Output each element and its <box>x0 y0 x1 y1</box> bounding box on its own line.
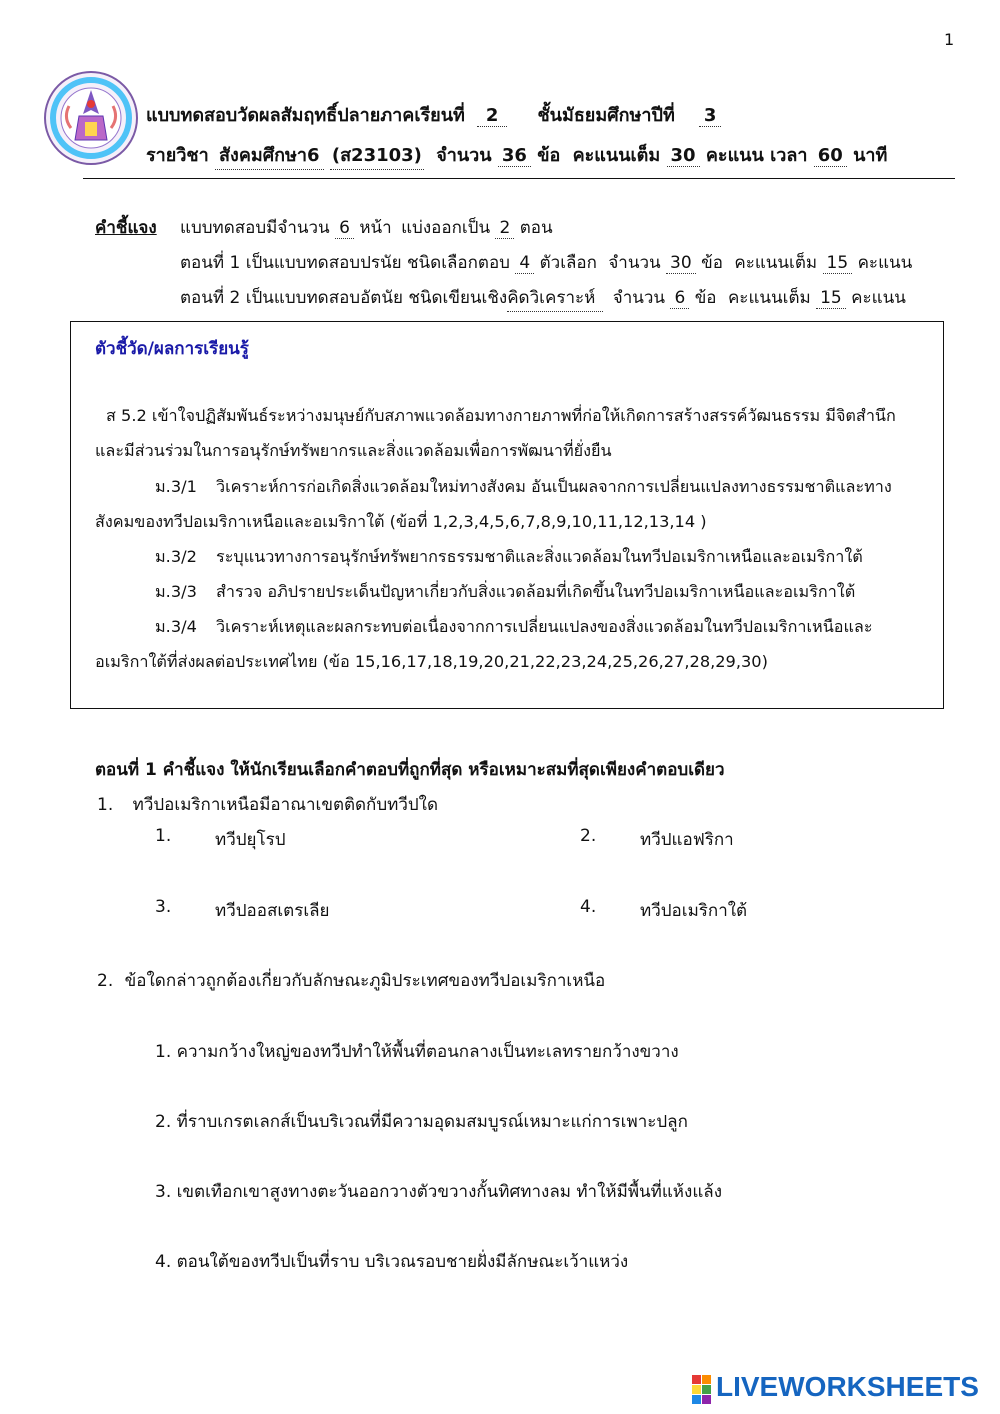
part2-type: คิดวิเคราะห์ <box>507 284 603 312</box>
count-label: จำนวน <box>436 145 492 166</box>
subject-code: (ส23103) <box>330 140 424 170</box>
part2-score-unit: คะแนน <box>851 288 906 308</box>
instr-text-d: ตอน <box>519 218 553 238</box>
question-text: ทวีปอเมริกาเหนือมีอาณาเขตติดกับทวีปใด <box>132 795 439 815</box>
subject-name: สังคมศึกษา6 <box>215 140 324 170</box>
indicator-m2-code: ม.3/2 <box>155 547 197 566</box>
count-value: 36 <box>498 145 531 167</box>
indicator-m4-line2: อเมริกาใต้ที่ส่งผลต่อประเทศไทย (ข้อ 15,16,17,18,19,20,21,22,23,24,25,26,27,28,29,30) <box>95 652 768 671</box>
option-number: 2. <box>580 826 597 846</box>
option-text: ทวีปยุโรป <box>215 830 286 850</box>
part2-desc: ตอนที่ 2 เป็นแบบทดสอบอัตนัย ชนิดเขียนเชิง <box>180 288 508 308</box>
page-number: 1 <box>944 30 955 49</box>
part2-count: 6 <box>670 288 689 309</box>
exam-title-line <box>146 100 721 129</box>
liveworksheets-brand: LIVEWORKSHEETS <box>716 1371 979 1402</box>
indicator-m1-line2: สังคมของทวีปอเมริกาเหนือและอเมริกาใต้ (ข้อที่ 1,2,3,4,5,6,7,8,9,10,11,12,13,14 ) <box>95 512 707 531</box>
question-text: ข้อใดกล่าวถูกต้องเกี่ยวกับลักษณะภูมิประเทศของทวีปอเมริกาเหนือ <box>124 971 606 991</box>
q2-option-4[interactable]: 4. ตอนใต้ของทวีปเป็นที่ราบ บริเวณรอบชายฝั่งมีลักษณะเว้าแหว่ง <box>155 1252 629 1272</box>
part2-score-label: คะแนนเต็ม <box>727 288 811 308</box>
option-text: ทวีปออสเตรเลีย <box>215 901 330 921</box>
grade-value: 3 <box>699 105 721 127</box>
time-label: เวลา <box>770 145 808 166</box>
standard-line2: และมีส่วนร่วมในการอนุรักษ์ทรัพยากรและสิ่งแวดล้อมเพื่อการพัฒนาที่ยั่งยืน <box>95 441 612 460</box>
instructions-line1 <box>180 214 553 241</box>
option-number: 1. <box>155 826 172 846</box>
time-unit: นาที <box>853 145 888 166</box>
score-value: 30 <box>667 145 700 167</box>
school-logo-icon <box>43 70 139 166</box>
indicator-m2 <box>155 544 863 570</box>
instructions-part2 <box>180 284 906 312</box>
part1-choices: 4 <box>515 253 534 274</box>
option-number: 3. <box>155 897 172 917</box>
question-number: 2. <box>97 971 114 991</box>
indicator-m3-text: สำรวจ อภิปรายประเด็นปัญหาเกี่ยวกับสิ่งแวดล้อมที่เกิดขึ้นในทวีปอเมริกาเหนือและอเมริกาใต้ <box>216 582 856 601</box>
part2-score: 15 <box>816 288 846 309</box>
option-text: ทวีปอเมริกาใต้ <box>640 901 748 921</box>
q2-option-3[interactable]: 3. เขตเทือกเขาสูงทางตะวันออกวางตัวขวางกั้นทิศทางลม ทำให้มีพื้นที่แห้งแล้ง <box>155 1182 722 1202</box>
instr-text-a: แบบทดสอบมีจำนวน <box>180 218 330 238</box>
indicator-m4-line1 <box>155 614 873 640</box>
question-1 <box>97 791 438 818</box>
indicator-m1-text: วิเคราะห์การก่อเกิดสิ่งแวดล้อมใหม่ทางสังคม อันเป็นผลจากการเปลี่ยนแปลงทางธรรมชาติและทาง <box>216 477 892 496</box>
instr-text-b: หน้า <box>359 218 392 238</box>
item-label: ข้อ <box>537 145 561 166</box>
indicator-m3 <box>155 579 855 605</box>
part1-desc: ตอนที่ 1 เป็นแบบทดสอบปรนัย ชนิดเลือกตอบ <box>180 253 510 273</box>
liveworksheets-icon <box>692 1375 712 1405</box>
q2-option-2[interactable]: 2. ที่ราบเกรตเลกส์เป็นบริเวณที่มีความอุดมสมบูรณ์เหมาะแก่การเพาะปลูก <box>155 1112 688 1132</box>
q1-option-3[interactable] <box>155 897 330 921</box>
part1-count-label: จำนวน <box>608 253 661 273</box>
subject-line <box>146 140 887 170</box>
part1-score-label: คะแนนเต็ม <box>734 253 818 273</box>
part2-item-label: ข้อ <box>694 288 717 308</box>
time-value: 60 <box>814 145 847 167</box>
instr-text-c: แบ่งออกเป็น <box>401 218 491 238</box>
part1-score-unit: คะแนน <box>857 253 913 273</box>
q1-option-2[interactable] <box>580 826 734 850</box>
question-number: 1. <box>97 795 114 815</box>
q2-option-1[interactable]: 1. ความกว้างใหญ่ของทวีปทำให้พื้นที่ตอนกลางเป็นทะเลทรายกว้างขวาง <box>155 1042 679 1062</box>
pages-value: 6 <box>335 218 354 239</box>
grade-label: ชั้นมัธยมศึกษาปีที่ <box>537 105 675 126</box>
indicator-m4-text: วิเคราะห์เหตุและผลกระทบต่อเนื่องจากการเปลี่ยนแปลงของสิ่งแวดล้อมในทวีปอเมริกาเหนือและ <box>216 617 873 636</box>
indicator-m3-code: ม.3/3 <box>155 582 197 601</box>
q1-option-4[interactable] <box>580 897 748 921</box>
option-text: ทวีปแอฟริกา <box>640 830 734 850</box>
exam-title: แบบทดสอบวัดผลสัมฤทธิ์ปลายภาคเรียนที่ <box>146 105 465 126</box>
standard-line1: ส 5.2 เข้าใจปฏิสัมพันธ์ระหว่างมนุษย์กับสภาพแวดล้อมทางกายภาพที่ก่อให้เกิดการสร้างสรรค์วัฒนธรรม มีจิตสำนึก <box>106 406 896 425</box>
indicator-m1-line1 <box>155 474 892 500</box>
score-unit: คะแนน <box>705 145 764 166</box>
q1-option-1[interactable] <box>155 826 286 850</box>
instructions-part1 <box>180 249 912 276</box>
indicator-m1-code: ม.3/1 <box>155 477 197 496</box>
header-divider <box>83 178 955 179</box>
part2-count-label: จำนวน <box>612 288 666 308</box>
term-value: 2 <box>477 105 507 127</box>
part1-heading: ตอนที่ 1 คำชี้แจง ให้นักเรียนเลือกคำตอบที่ถูกที่สุด หรือเหมาะสมที่สุดเพียงคำตอบเดียว <box>95 760 725 780</box>
subject-label: รายวิชา <box>146 145 209 166</box>
parts-value: 2 <box>495 218 514 239</box>
part1-score: 15 <box>823 253 853 274</box>
indicator-m4-code: ม.3/4 <box>155 617 197 636</box>
instructions-label: คำชี้แจง <box>95 218 157 238</box>
question-2 <box>97 967 605 994</box>
part1-item-label: ข้อ <box>701 253 723 273</box>
score-label: คะแนนเต็ม <box>572 145 661 166</box>
indicators-heading: ตัวชี้วัด/ผลการเรียนรู้ <box>95 339 249 359</box>
indicator-m2-text: ระบุแนวทางการอนุรักษ์ทรัพยากรธรรมชาติและสิ่งแวดล้อมในทวีปอเมริกาเหนือและอเมริกาใต้ <box>216 547 863 566</box>
part1-choices-label: ตัวเลือก <box>539 253 597 273</box>
part1-count: 30 <box>666 253 696 274</box>
option-number: 4. <box>580 897 597 917</box>
